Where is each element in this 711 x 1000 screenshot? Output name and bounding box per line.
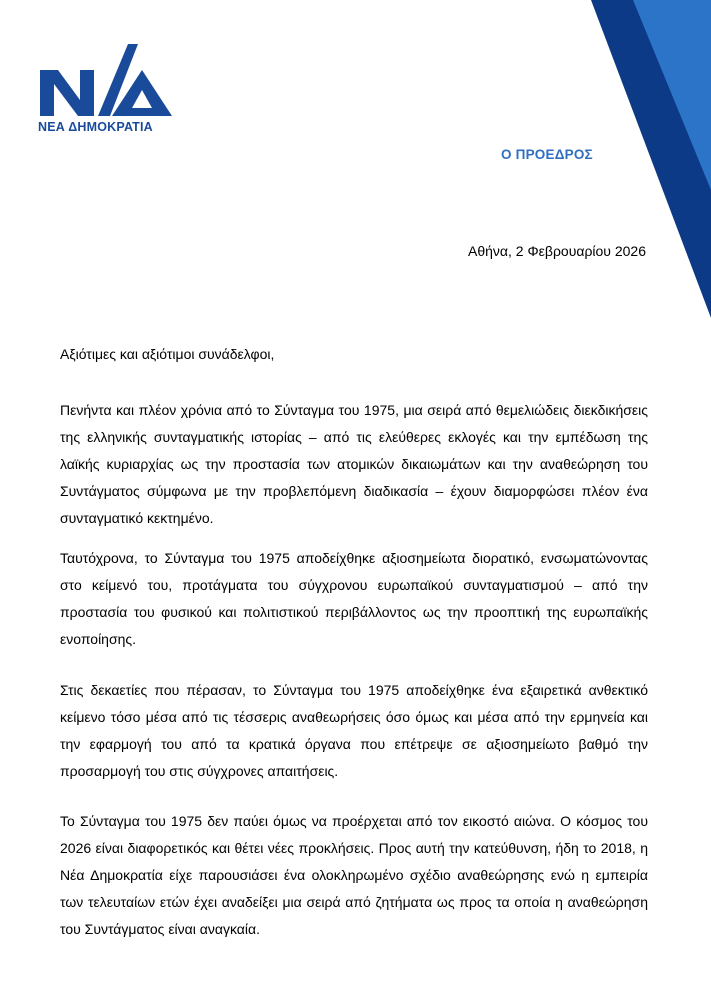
paragraph-4: Το Σύνταγμα του 1975 δεν παύει όμως να προέρχεται από τον εικοστό αιώνα. Ο κόσμος του 2026 είναι διαφορετικός και θέτει νέες προκλήσεις. Προς αυτή την κατεύθυνση, ήδη το 2018, η Νέα Δημοκρατία είχε παρουσιάσει ένα ολοκληρωμένο σχέδιο αναθεώρησης ενώ η εμπειρία των τελευταίων ετών έχει αναδείξει μια σειρά από ζητήματα ως προς τα οποία η αναθεώρηση του Συντάγματος είναι αναγκαία. — [60, 813, 648, 937]
logo-mark-icon — [38, 44, 173, 116]
president-title: Ο ΠΡΟΕΔΡΟΣ — [501, 147, 593, 162]
corner-graphic — [591, 0, 711, 320]
party-logo — [38, 44, 173, 139]
letter-greeting: Αξιότιμες και αξιότιμοι συνάδελφοι, — [60, 346, 275, 362]
logo-text: ΝΕΑ ΔΗΜΟΚΡΑΤΙΑ — [38, 120, 153, 134]
paragraph-3: Στις δεκαετίες που πέρασαν, το Σύνταγμα του 1975 αποδείχθηκε ένα εξαιρετικά ανθεκτικό κείμενο τόσο μέσα από τις τέσσερις αναθεωρήσεις όσο όμως και μέσα από την ερμηνεία και την εφαρμογή του από τα κρατικά όργανα που επέτρεψε σε αξιοσημείωτο βαθμό την προσαρμογή του στις σύγχρονες απαιτήσεις. — [60, 682, 648, 779]
letter-date: Αθήνα, 2 Φεβρουαρίου 2026 — [468, 243, 646, 259]
paragraph-2: Ταυτόχρονα, το Σύνταγμα του 1975 αποδείχθηκε αξιοσημείωτα διορατικό, ενσωματώνοντας στο κείμενό του, προτάγματα του σύγχρονου ευρωπαϊκού συνταγματισμού – από την προστασία του φυσικού και πολιτιστικού περιβάλλοντος ως την προοπτική της ευρωπαϊκής ενοποίησης. — [60, 550, 648, 647]
paragraph-1: Πενήντα και πλέον χρόνια από το Σύνταγμα του 1975, μια σειρά από θεμελιώδεις διεκδικήσεις της ελληνικής συνταγματικής ιστορίας – από τις ελεύθερες εκλογές και την εμπέδωση της λαϊκής κυριαρχίας ως την προστασία των ατομικών δικαιωμάτων και την αναθεώρηση του Συντάγματος σύμφωνα με την προβλεπόμενη διαδικασία – έχουν διαμορφώσει πλέον ένα συνταγματικό κεκτημένο. — [60, 402, 648, 526]
